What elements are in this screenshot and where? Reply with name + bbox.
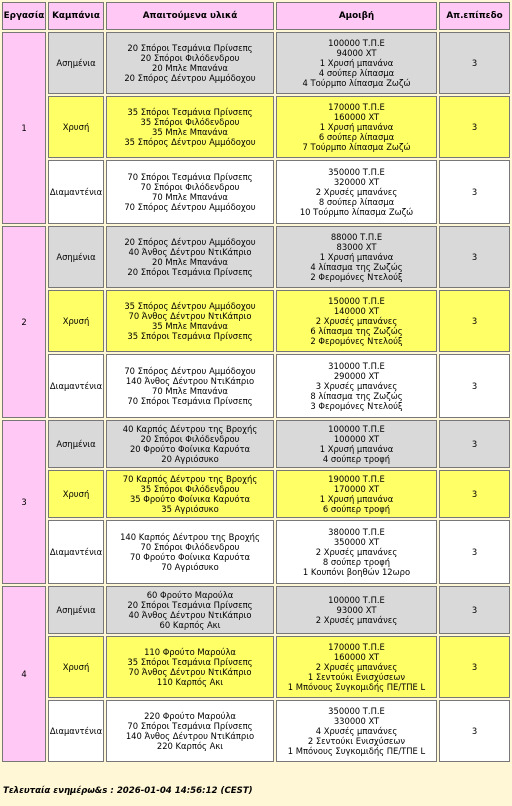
required-materials	[106, 700, 274, 762]
material-item: 140 Άνθος Δέντρου ΝτιΚάπριο	[125, 376, 255, 386]
required-materials	[106, 586, 274, 634]
material-item: 70 Σπόροι Τεσμάνια Πρίνσεπς	[127, 721, 253, 731]
material-item: 35 Φρούτο Φοίνικα Καρυότα	[129, 494, 251, 504]
reward-item: 4 σούπερ λίπασμα	[318, 68, 395, 78]
required-level: 3	[439, 420, 510, 468]
required-level: 3	[439, 520, 510, 584]
reward-list	[276, 470, 437, 518]
material-item: 70 Καρπός Δέντρου της Βροχής	[122, 474, 258, 484]
reward-item: 170000 XT	[333, 484, 380, 494]
header-level: Απ.επίπεδο	[439, 2, 510, 30]
campaign-tier: Διαμαντένια	[48, 700, 104, 762]
campaign-tier: Διαμαντένια	[48, 160, 104, 224]
campaign-tier: Ασημένια	[48, 226, 104, 288]
material-item: 40 Καρπός Δέντρου της Βροχής	[122, 424, 258, 434]
reward-item: 2 Χρυσές μπανάνες	[315, 316, 398, 326]
material-item: 60 Καρπός Ακι	[159, 620, 221, 630]
reward-item: 350000 Τ.Π.Ε	[328, 167, 385, 177]
reward-item: 4 Χρυσές μπανάνες	[315, 726, 398, 736]
material-item: 70 Σπόρος Δέντρου Αμμόδοχου	[124, 366, 256, 376]
reward-item: 4 Τούρμπο λίπασμα Ζωζώ	[302, 78, 411, 88]
required-level: 3	[439, 32, 510, 94]
material-item: 35 Αγριόσυκο	[161, 504, 219, 514]
campaign-tier: Χρυσή	[48, 96, 104, 158]
reward-item: 1 Μπόνους Συγκομιδής ΠΕ/ΤΠΕ L	[287, 746, 426, 756]
table-row	[2, 290, 510, 352]
header-reward: Αμοιβή	[276, 2, 437, 30]
task-number: 4	[2, 586, 46, 762]
table-row	[2, 354, 510, 418]
required-materials	[106, 636, 274, 698]
reward-list	[276, 700, 437, 762]
reward-item: 1 Σεντούκι Ενισχύσεων	[307, 672, 406, 682]
table-row	[2, 520, 510, 584]
task-number: 2	[2, 226, 46, 418]
campaign-tier: Ασημένια	[48, 420, 104, 468]
reward-item: 330000 XT	[333, 716, 380, 726]
campaign-tier: Χρυσή	[48, 636, 104, 698]
reward-item: 1 Χρυσή μπανάνα	[319, 252, 394, 262]
table-row	[2, 586, 510, 634]
material-item: 35 Σπόροι Τεσμάνια Πρίνσεπς	[127, 107, 253, 117]
reward-item: 140000 XT	[333, 306, 380, 316]
reward-list	[276, 160, 437, 224]
material-item: 20 Μπλε Μπανάνα	[152, 63, 228, 73]
task-number: 3	[2, 420, 46, 584]
required-level: 3	[439, 586, 510, 634]
reward-list	[276, 520, 437, 584]
required-materials	[106, 354, 274, 418]
required-level: 3	[439, 160, 510, 224]
required-materials	[106, 420, 274, 468]
reward-item: 3 Χρυσές μπανάνες	[315, 381, 398, 391]
material-item: 70 Μπλε Μπανάνα	[152, 386, 228, 396]
material-item: 70 Σπόροι Φιλόδενδρου	[140, 182, 240, 192]
reward-item: 160000 XT	[333, 112, 380, 122]
reward-item: 2 Φερομόνες Ντελούξ	[310, 272, 403, 282]
reward-list	[276, 32, 437, 94]
reward-list	[276, 96, 437, 158]
header-campaign: Καμπάνια	[48, 2, 104, 30]
material-item: 35 Σπόροι Φιλόδενδρου	[140, 117, 240, 127]
reward-item: 2 Χρυσές μπανάνες	[315, 187, 398, 197]
material-item: 20 Μπλε Μπανάνα	[152, 257, 228, 267]
reward-item: 100000 XT	[333, 434, 380, 444]
reward-item: 2 Σεντούκι Ενισχύσεων	[307, 736, 406, 746]
reward-item: 1 Χρυσή μπανάνα	[319, 58, 394, 68]
reward-item: 350000 Τ.Π.Ε	[328, 706, 385, 716]
reward-item: 6 σούπερ λίπασμα	[318, 132, 395, 142]
material-item: 20 Σπόρος Δέντρου Αμμόδοχου	[124, 73, 256, 83]
reward-item: 4 σούπερ τροφή	[322, 454, 391, 464]
header-materials: Απαιτούμενα υλικά	[106, 2, 274, 30]
campaign-tier: Χρυσή	[48, 470, 104, 518]
required-level: 3	[439, 96, 510, 158]
material-item: 20 Φρούτο Φοίνικα Καρυότα	[129, 444, 251, 454]
reward-list	[276, 290, 437, 352]
table-row	[2, 226, 510, 288]
reward-item: 8 σούπερ λίπασμα	[318, 197, 395, 207]
reward-item: 2 Χρυσές μπανάνες	[315, 547, 398, 557]
table-row	[2, 700, 510, 762]
last-updated: Τελευταία ενημέρω&s : 2026-01-04 14:56:12 (CEST)	[3, 786, 253, 796]
reward-item: 100000 Τ.Π.Ε	[328, 424, 385, 434]
reward-item: 2 Χρυσές μπανάνες	[315, 662, 398, 672]
material-item: 60 Φρούτο Μαρούλα	[146, 590, 234, 600]
reward-list	[276, 636, 437, 698]
required-materials	[106, 226, 274, 288]
campaign-tier: Διαμαντένια	[48, 520, 104, 584]
material-item: 40 Άνθος Δέντρου ΝτιΚάπριο	[128, 247, 252, 257]
material-item: 20 Αγριόσυκο	[161, 454, 219, 464]
material-item: 40 Άνθος Δέντρου ΝτιΚάπριο	[128, 610, 252, 620]
reward-item: 100000 Τ.Π.Ε	[328, 38, 385, 48]
reward-list	[276, 226, 437, 288]
table-body	[2, 32, 510, 762]
material-item: 70 Σπόρος Δέντρου Αμμόδοχου	[124, 202, 256, 212]
required-materials	[106, 290, 274, 352]
material-item: 20 Σπόρος Δέντρου Αμμόδοχου	[124, 237, 256, 247]
material-item: 20 Σπόροι Τεσμάνια Πρίνσεπς	[127, 43, 253, 53]
material-item: 110 Φρούτο Μαρούλα	[144, 647, 236, 657]
material-item: 35 Μπλε Μπανάνα	[152, 127, 228, 137]
campaign-tier: Ασημένια	[48, 32, 104, 94]
material-item: 70 Άνθος Δέντρου ΝτιΚάπριο	[128, 667, 252, 677]
reward-item: 190000 Τ.Π.Ε	[328, 474, 385, 484]
header-task: Εργασία	[2, 2, 46, 30]
table-row	[2, 420, 510, 468]
material-item: 35 Σπόρος Δέντρου Αμμόδοχου	[124, 137, 256, 147]
required-level: 3	[439, 226, 510, 288]
reward-item: 4 λίπασμα της Ζωζώς	[310, 262, 403, 272]
reward-item: 290000 XT	[333, 371, 380, 381]
campaign-tier: Ασημένια	[48, 586, 104, 634]
required-materials	[106, 470, 274, 518]
material-item: 70 Σπόροι Τεσμάνια Πρίνσεπς	[127, 172, 253, 182]
reward-item: 88000 Τ.Π.Ε	[330, 232, 383, 242]
material-item: 110 Καρπός Ακι	[156, 677, 224, 687]
reward-item: 150000 Τ.Π.Ε	[328, 296, 385, 306]
required-level: 3	[439, 354, 510, 418]
reward-item: 160000 XT	[333, 652, 380, 662]
reward-list	[276, 586, 437, 634]
material-item: 70 Μπλε Μπανάνα	[152, 192, 228, 202]
campaign-tier: Διαμαντένια	[48, 354, 104, 418]
material-item: 35 Μπλε Μπανάνα	[152, 321, 228, 331]
required-level: 3	[439, 470, 510, 518]
table-header-row	[2, 2, 510, 30]
material-item: 70 Αγριόσυκο	[161, 562, 219, 572]
reward-item: 1 Χρυσή μπανάνα	[319, 122, 394, 132]
reward-item: 1 Μπόνους Συγκομιδής ΠΕ/ΤΠΕ L	[287, 682, 426, 692]
reward-list	[276, 354, 437, 418]
reward-item: 8 σούπερ τροφή	[322, 557, 391, 567]
reward-item: 380000 Τ.Π.Ε	[328, 527, 385, 537]
table-row	[2, 470, 510, 518]
table-row	[2, 32, 510, 94]
material-item: 70 Σπόροι Φιλόδενδρου	[140, 542, 240, 552]
reward-item: 350000 XT	[333, 537, 380, 547]
reward-item: 7 Τούρμπο λίπασμα Ζωζώ	[302, 142, 411, 152]
material-item: 35 Σπόροι Φιλόδενδρου	[140, 484, 240, 494]
material-item: 70 Σπόροι Τεσμάνια Πρίνσεπς	[127, 396, 253, 406]
material-item: 220 Καρπός Ακι	[156, 741, 224, 751]
material-item: 220 Φρούτο Μαρούλα	[144, 711, 236, 721]
table-row	[2, 636, 510, 698]
reward-item: 94000 XT	[336, 48, 377, 58]
table-row	[2, 160, 510, 224]
required-level: 3	[439, 636, 510, 698]
reward-item: 8 λίπασμα της Ζωζώς	[310, 391, 403, 401]
reward-item: 2 Χρυσές μπανάνες	[315, 615, 398, 625]
reward-item: 6 σούπερ τροφή	[322, 504, 391, 514]
material-item: 70 Φρούτο Φοίνικα Καρυότα	[129, 552, 251, 562]
reward-item: 2 Φερομόνες Ντελούξ	[310, 336, 403, 346]
material-item: 35 Σπόροι Τεσμάνια Πρίνσεπς	[127, 331, 253, 341]
required-level: 3	[439, 700, 510, 762]
material-item: 140 Άνθος Δέντρου ΝτιΚάπριο	[125, 731, 255, 741]
reward-item: 83000 XT	[336, 242, 377, 252]
reward-item: 310000 Τ.Π.Ε	[328, 361, 385, 371]
reward-item: 170000 Τ.Π.Ε	[328, 102, 385, 112]
required-materials	[106, 32, 274, 94]
material-item: 20 Σπόροι Φιλόδενδρου	[140, 53, 240, 63]
reward-item: 10 Τούρμπο λίπασμα Ζωζώ	[299, 207, 414, 217]
reward-item: 93000 XT	[336, 605, 377, 615]
material-item: 20 Σπόροι Τεσμάνια Πρίνσεπς	[127, 267, 253, 277]
reward-item: 320000 XT	[333, 177, 380, 187]
reward-item: 1 Χρυσή μπανάνα	[319, 444, 394, 454]
reward-item: 100000 Τ.Π.Ε	[328, 595, 385, 605]
material-item: 35 Σπόροι Τεσμάνια Πρίνσεπς	[127, 657, 253, 667]
required-materials	[106, 96, 274, 158]
reward-item: 1 Κουπόνι βοηθών 12ωρο	[302, 567, 411, 577]
required-level: 3	[439, 290, 510, 352]
reward-item: 170000 Τ.Π.Ε	[328, 642, 385, 652]
reward-item: 6 λίπασμα της Ζωζώς	[310, 326, 403, 336]
reward-list	[276, 420, 437, 468]
material-item: 20 Σπόροι Τεσμάνια Πρίνσεπς	[127, 600, 253, 610]
reward-item: 1 Χρυσή μπανάνα	[319, 494, 394, 504]
material-item: 35 Σπόρος Δέντρου Αμμόδοχου	[124, 301, 256, 311]
task-number: 1	[2, 32, 46, 224]
material-item: 70 Άνθος Δέντρου ΝτιΚάπριο	[128, 311, 252, 321]
required-materials	[106, 160, 274, 224]
material-item: 140 Καρπός Δέντρου της Βροχής	[120, 532, 260, 542]
table-row	[2, 96, 510, 158]
material-item: 20 Σπόροι Φιλόδενδρου	[140, 434, 240, 444]
campaign-tier: Χρυσή	[48, 290, 104, 352]
reward-item: 3 Φερομόνες Ντελούξ	[310, 401, 403, 411]
required-materials	[106, 520, 274, 584]
